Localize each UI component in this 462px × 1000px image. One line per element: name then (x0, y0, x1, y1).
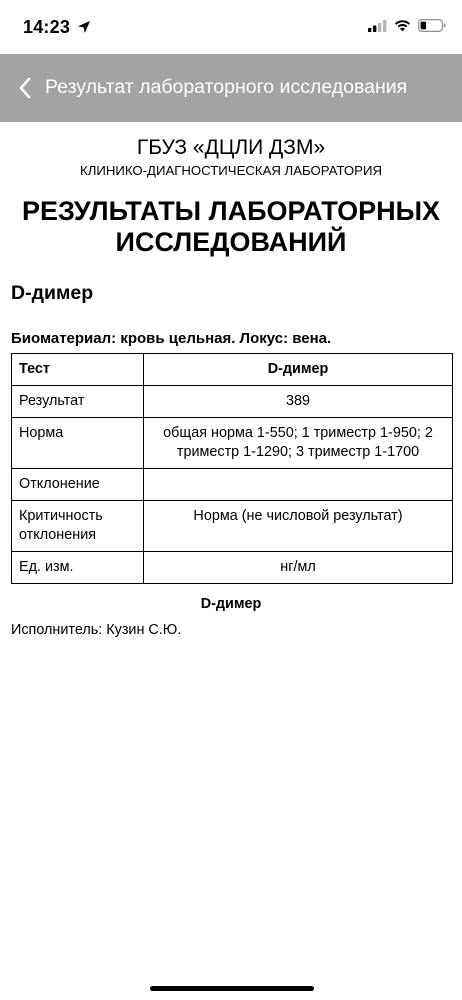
org-name: ГБУЗ «ДЦЛИ ДЗМ» (136, 136, 326, 159)
biomaterial-line: Биоматериал: кровь цельная. Локус: вена. (11, 330, 332, 347)
table-row-deviation (12, 469, 453, 501)
status-bar (0, 0, 462, 54)
home-indicator[interactable] (150, 986, 314, 991)
row-label: Норма (12, 418, 144, 469)
row-label: Критичность отклонения (12, 501, 144, 552)
row-value: общая норма 1-550; 1 триместр 1-950; 2 триместр 1-1290; 3 триместр 1-1700 (144, 418, 453, 469)
table-header-label: Тест (12, 354, 144, 386)
nav-title: Результат лабораторного исследования (45, 76, 408, 98)
footer-test-title: D-димер (200, 596, 262, 612)
table-header-value: D-димер (144, 354, 453, 386)
table-row-criticality (12, 501, 453, 552)
row-label: Отклонение (12, 469, 144, 501)
status-time: 14:23 (23, 17, 71, 37)
row-value: нг/мл (144, 552, 453, 584)
table-row-norm (12, 418, 453, 469)
location-arrow-icon (77, 20, 91, 34)
wifi-icon (394, 19, 411, 32)
row-label: Результат (12, 386, 144, 418)
org-subtitle: КЛИНИКО-ДИАГНОСТИЧЕСКАЯ ЛАБОРАТОРИЯ (80, 163, 382, 178)
row-label: Ед. изм. (12, 552, 144, 584)
table-row-units (12, 552, 453, 584)
cellular-signal-icon (368, 20, 387, 32)
row-value: 389 (144, 386, 453, 418)
test-heading: D-димер (11, 282, 94, 304)
results-table (11, 353, 453, 584)
row-value: Норма (не числовой результат) (144, 501, 453, 552)
battery-icon (418, 19, 446, 32)
document-content (0, 135, 462, 639)
row-value (144, 469, 453, 501)
status-icons (368, 19, 446, 32)
chevron-left-icon[interactable] (18, 76, 32, 100)
table-row-result (12, 386, 453, 418)
performer-line: Исполнитель: Кузин С.Ю. (11, 622, 182, 638)
document-title: РЕЗУЛЬТАТЫ ЛАБОРАТОРНЫХ ИССЛЕДОВАНИЙ (21, 196, 441, 257)
navigation-bar (0, 54, 462, 122)
table-header-row (12, 354, 453, 386)
